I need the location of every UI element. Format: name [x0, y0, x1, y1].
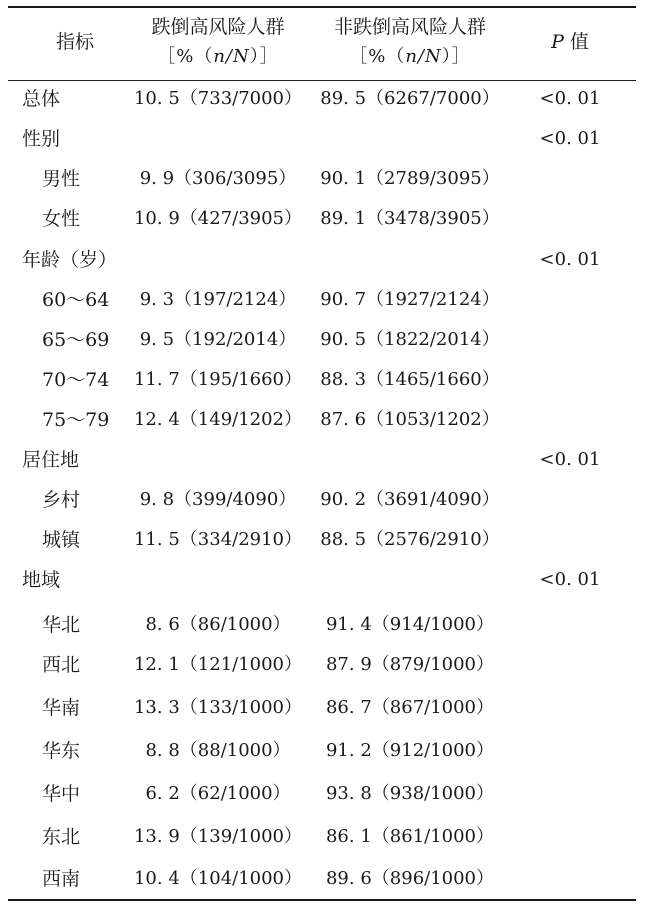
row-label: 居住地: [22, 449, 80, 471]
table-row: [0, 320, 646, 360]
table-row: [0, 440, 646, 480]
cell-p-value: <0. 01: [539, 128, 601, 149]
table-row: [0, 119, 646, 159]
table-row: [0, 280, 646, 320]
cell-p-value: <0. 01: [539, 449, 601, 470]
cell-nonfall-risk: 91. 2（912/1000）: [325, 740, 495, 761]
cell-p-value: <0. 01: [539, 569, 601, 590]
cell-nonfall-risk: 90. 5（1822/2014）: [320, 329, 500, 350]
cell-fall-risk: 8. 8（88/1000）: [145, 740, 291, 761]
row-label: 性别: [22, 128, 61, 150]
cell-nonfall-risk: 90. 7（1927/2124）: [320, 289, 500, 310]
row-label: 年龄（岁）: [22, 249, 118, 271]
row-label: 总体: [22, 88, 61, 110]
table-row: [0, 688, 646, 728]
cell-fall-risk: 12. 4（149/1202）: [133, 409, 303, 430]
table-row: [0, 240, 646, 280]
cell-fall-risk: 8. 6（86/1000）: [145, 614, 291, 635]
cell-fall-risk: 10. 5（733/7000）: [133, 88, 303, 109]
cell-fall-risk: 9. 5（192/2014）: [139, 329, 297, 350]
header-nonfall-risk: [300, 12, 520, 72]
row-label: 东北: [42, 826, 81, 848]
cell-fall-risk: 9. 9（306/3095）: [139, 168, 297, 189]
row-label: 华北: [42, 614, 81, 636]
table-row: [0, 645, 646, 685]
cell-fall-risk: 9. 8（399/4090）: [139, 489, 297, 510]
cell-nonfall-risk: 87. 6（1053/1202）: [320, 409, 500, 430]
row-label: 华中: [42, 783, 81, 805]
cell-nonfall-risk: 88. 3（1465/1660）: [320, 369, 500, 390]
row-label: 70～74: [42, 369, 110, 391]
cell-nonfall-risk: 86. 1（861/1000）: [325, 826, 495, 847]
row-label: 男性: [42, 168, 81, 190]
header-nonfall-risk-unit: ［%（n/N）］: [349, 46, 471, 67]
row-label: 75～79: [42, 409, 110, 431]
header-p-value: P 值: [551, 31, 589, 53]
cell-nonfall-risk: 89. 5（6267/7000）: [320, 88, 500, 109]
cell-fall-risk: 9. 3（197/2124）: [139, 289, 297, 310]
cell-nonfall-risk: 87. 9（879/1000）: [325, 654, 495, 675]
row-label: 女性: [42, 208, 81, 230]
cell-fall-risk: 13. 3（133/1000）: [133, 697, 303, 718]
row-label: 华南: [42, 697, 81, 719]
header-fall-risk-unit: ［%（n/N）］: [157, 46, 279, 67]
cell-fall-risk: 6. 2（62/1000）: [145, 783, 291, 804]
table-row: [0, 199, 646, 239]
header-fall-risk-title: 跌倒高风险人群: [151, 16, 285, 38]
table-row: [0, 560, 646, 600]
table-row: [0, 480, 646, 520]
cell-fall-risk: 13. 9（139/1000）: [133, 826, 303, 847]
table-row: [0, 859, 646, 899]
row-label: 60～64: [42, 289, 110, 311]
table-row: [0, 79, 646, 119]
cell-nonfall-risk: 88. 5（2576/2910）: [320, 529, 500, 550]
table-row: [0, 774, 646, 814]
table-row: [0, 400, 646, 440]
row-label: 西南: [42, 868, 81, 890]
row-label: 华东: [42, 740, 81, 762]
header-indicator: 指标: [55, 31, 94, 53]
table-row: [0, 731, 646, 771]
cell-nonfall-risk: 93. 8（938/1000）: [325, 783, 495, 804]
header-nonfall-risk-title: 非跌倒高风险人群: [333, 16, 486, 38]
cell-fall-risk: 11. 7（195/1660）: [133, 369, 303, 390]
row-label: 西北: [42, 654, 81, 676]
row-label: 乡村: [42, 489, 81, 511]
cell-p-value: <0. 01: [539, 88, 601, 109]
header-fall-risk: [108, 12, 328, 72]
row-label: 65～69: [42, 329, 110, 351]
table-bottom-rule: [8, 899, 636, 901]
cell-fall-risk: 10. 9（427/3905）: [133, 208, 303, 229]
cell-fall-risk: 12. 1（121/1000）: [133, 654, 303, 675]
table-row: [0, 605, 646, 645]
cell-nonfall-risk: 91. 4（914/1000）: [325, 614, 495, 635]
table-row: [0, 360, 646, 400]
cell-nonfall-risk: 90. 2（3691/4090）: [320, 489, 500, 510]
table-row: [0, 520, 646, 560]
cell-nonfall-risk: 90. 1（2789/3095）: [320, 168, 500, 189]
cell-nonfall-risk: 89. 6（896/1000）: [325, 868, 495, 889]
row-label: 地域: [22, 569, 61, 591]
row-label: 城镇: [42, 529, 81, 551]
cell-p-value: <0. 01: [539, 249, 601, 270]
table-row: [0, 159, 646, 199]
cell-nonfall-risk: 89. 1（3478/3905）: [320, 208, 500, 229]
cell-fall-risk: 11. 5（334/2910）: [133, 529, 303, 550]
table-row: [0, 817, 646, 857]
cell-fall-risk: 10. 4（104/1000）: [133, 868, 303, 889]
table-top-rule: [8, 6, 636, 8]
cell-nonfall-risk: 86. 7（867/1000）: [325, 697, 495, 718]
